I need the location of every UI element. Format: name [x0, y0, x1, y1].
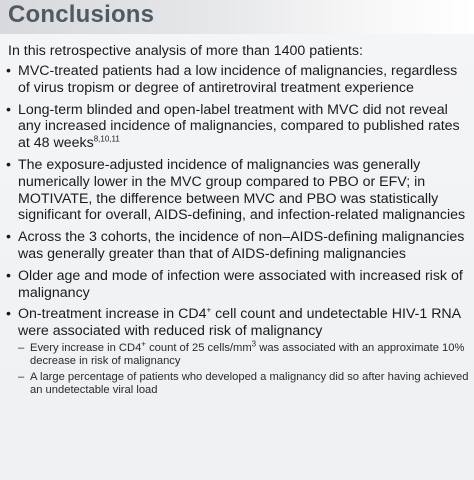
bullet-marker: •	[6, 267, 11, 284]
page-title: Conclusions	[8, 1, 155, 28]
reference-superscript: 8,10,11	[93, 134, 120, 144]
list-item-text: Across the 3 cohorts, the incidence of non–AIDS-defining malignancies was generally greater than that of AIDS-defining malignancies	[18, 229, 465, 262]
sub-item-text: count of 25 cells/mm	[145, 341, 252, 354]
bullet-marker: •	[6, 229, 11, 246]
dash-marker: –	[18, 370, 25, 383]
sub-item-text: was associated with an approximate 10% decrease in risk of malignancy	[30, 341, 465, 367]
list-item-text: The exposure-adjusted incidence of malignancies was generally numerically lower in the MVC group compared to PBO or EFV; in MOTIVATE, the difference between MVC and PBO was statistically significant for overall, AIDS-defining, and infection-related malignancies	[18, 156, 466, 224]
superscript: +	[141, 339, 146, 349]
list-item	[0, 102, 470, 152]
sub-list-item	[18, 339, 470, 368]
list-item-text: On-treatment increase in CD4	[18, 306, 207, 323]
list-item-text: MVC-treated patients had a low incidence of malignancies, regardless of virus tropism or degree of antiretroviral treatment experience	[18, 63, 458, 96]
sub-item-text: Every increase in CD4	[30, 341, 142, 354]
bullet-marker: •	[6, 101, 11, 118]
sub-item-text: A large percentage of patients who developed a malignancy did so after having achieved an undetectable viral load	[30, 370, 469, 396]
list-item-text: Long-term blinded and open-label treatment with MVC did not reveal any increased incidence of malignancies, compared to published rates at 48 weeks	[18, 101, 460, 152]
sub-list-item	[18, 371, 470, 397]
bullet-marker: •	[6, 63, 11, 79]
list-item	[0, 63, 470, 97]
bullet-marker: •	[6, 306, 11, 323]
intro-text: In this retrospective analysis of more than 1400 patients:	[8, 43, 363, 59]
list-item-text: Older age and mode of infection were associated with increased risk of malignancy	[18, 267, 463, 301]
superscript: 3	[251, 339, 257, 349]
bullet-marker: •	[6, 156, 11, 173]
superscript: +	[206, 305, 212, 315]
list-item	[0, 229, 470, 263]
list-item	[0, 157, 470, 224]
conclusion-list	[0, 63, 470, 402]
list-item-text: cell count and undetectable HIV-1 RNA were associated with reduced risk of malignancy	[18, 306, 461, 340]
dash-marker: –	[18, 341, 25, 354]
list-item	[0, 268, 470, 302]
content-panel	[0, 34, 474, 480]
sub-list	[18, 339, 470, 397]
list-item	[0, 306, 470, 397]
